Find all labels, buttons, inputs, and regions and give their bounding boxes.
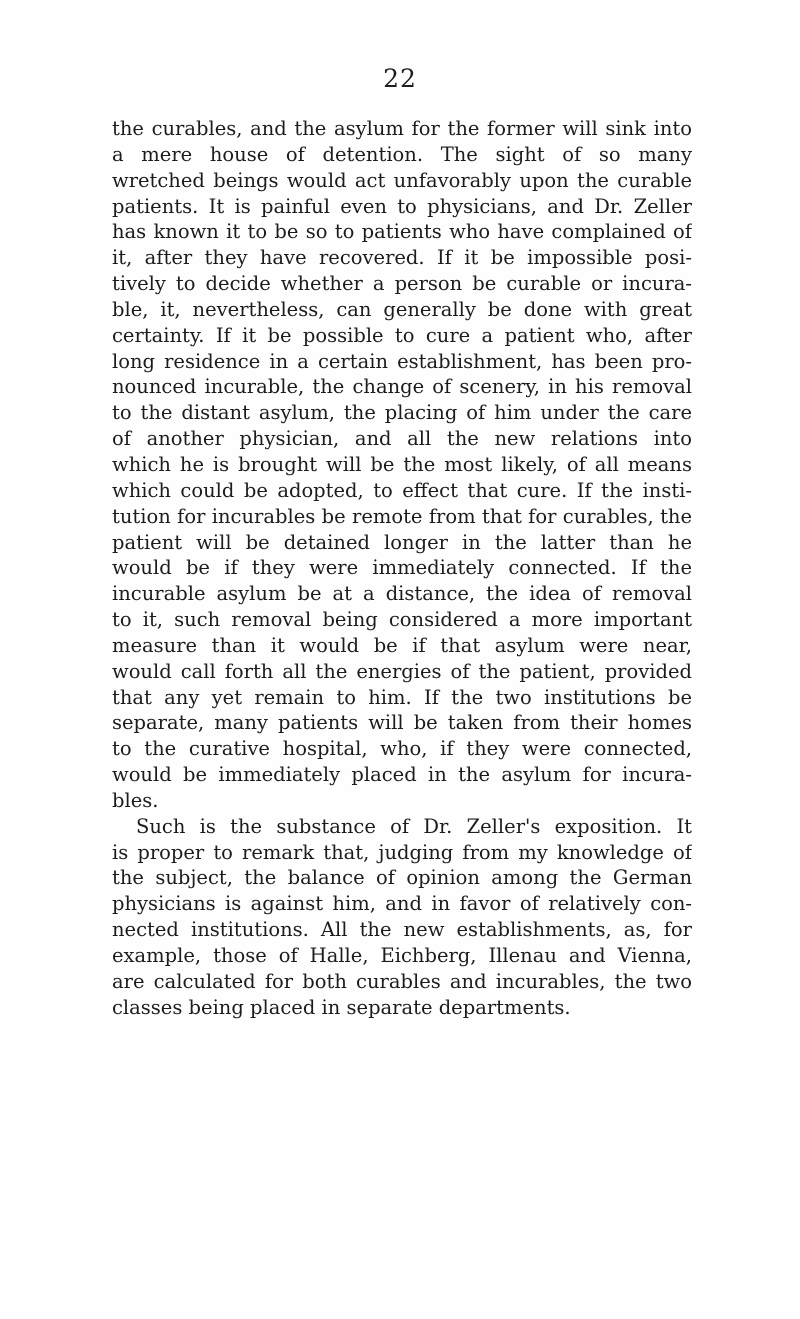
text-line: the curables, and the asylum for the former will sink into (112, 117, 692, 140)
text-line: nected institutions. All the new establishments, as, for (112, 918, 692, 942)
text-line: separate, many patients will be taken from their homes (112, 711, 692, 735)
text-line: would be immediately placed in the asylum for incura- (112, 763, 692, 787)
text-line: incurable asylum be at a distance, the idea of removal (112, 582, 692, 606)
text-line: Such is the substance of Dr. Zeller's exposition. It (136, 814, 692, 838)
text-line: to it, such removal being considered a more important (112, 608, 692, 632)
text-line: classes being placed in separate departments. (112, 995, 571, 1019)
page-number: 22 (383, 64, 417, 93)
text-line: has known it to be so to patients who have complained of (112, 220, 692, 244)
text-line: measure than it would be if that asylum were near, (112, 633, 692, 657)
text-line: long residence in a certain establishment, has been pro- (112, 349, 692, 373)
body-text (112, 116, 692, 1021)
text-line: tution for incurables be remote from that for curables, the (112, 504, 692, 528)
text-line: would be if they were immediately connected. If the (112, 556, 692, 580)
text-line: ble, it, nevertheless, can generally be done with great (112, 297, 692, 321)
text-line: to the curative hospital, who, if they were connected, (112, 737, 692, 761)
text-line: a mere house of detention. The sight of so many (112, 142, 692, 166)
text-line: which he is brought will be the most likely, of all means (112, 452, 692, 476)
text-line: the subject, the balance of opinion among the German (112, 866, 692, 890)
text-line: that any yet remain to him. If the two institutions be (112, 685, 692, 709)
text-line: it, after they have recovered. If it be impossible posi- (112, 246, 692, 270)
text-line: are calculated for both curables and incurables, the two (112, 969, 692, 993)
text-line: would call forth all the energies of the patient, provided (112, 659, 692, 683)
text-line: to the distant asylum, the placing of him under the care (112, 401, 692, 425)
text-line: physicians is against him, and in favor of relatively con- (112, 892, 692, 916)
text-line: which could be adopted, to effect that cure. If the insti- (112, 478, 692, 502)
text-line: of another physician, and all the new relations into (112, 427, 692, 451)
text-line: wretched beings would act unfavorably upon the curable (112, 168, 692, 192)
text-line: patient will be detained longer in the latter than he (112, 530, 692, 554)
text-line: certainty. If it be possible to cure a patient who, after (112, 323, 692, 347)
text-line: patients. It is painful even to physicians, and Dr. Zeller (112, 194, 692, 218)
text-line: is proper to remark that, judging from my knowledge of (112, 840, 692, 864)
text-line: bles. (112, 788, 159, 812)
text-line: tively to decide whether a person be curable or incura- (112, 272, 692, 296)
text-line: example, those of Halle, Eichberg, Illenau and Vienna, (112, 944, 692, 967)
text-line: nounced incurable, the change of scenery, in his removal (112, 375, 692, 399)
